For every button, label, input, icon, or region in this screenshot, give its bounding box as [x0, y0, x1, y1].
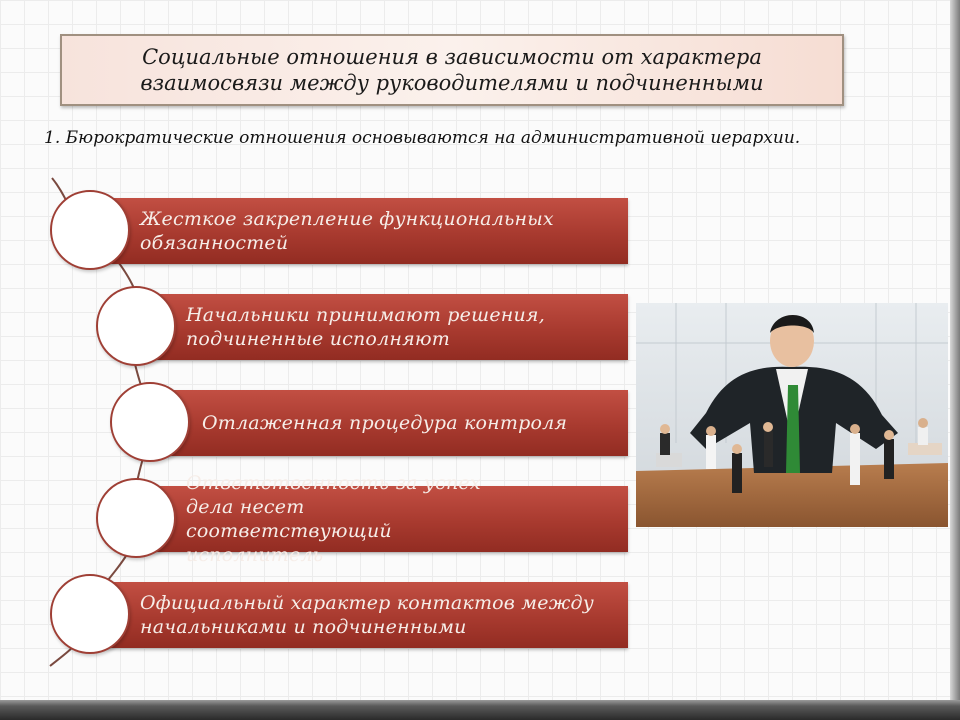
- item-circle-4: [96, 478, 176, 558]
- item-circle-1: [50, 190, 130, 270]
- item-circle-5: [50, 574, 130, 654]
- item-bar-3: [152, 390, 628, 456]
- item-bar-2: [140, 294, 628, 360]
- slide-title: Социальные отношения в зависимости от характера взаимосвязи между руководителями и подчиненными: [140, 45, 764, 95]
- item-bar-1: [92, 198, 628, 264]
- item-label-2: Начальники принимают решения, подчиненные исполняют: [186, 304, 545, 350]
- item-label-3: Отлаженная процедура контроля: [202, 412, 568, 434]
- item-label-1: Жесткое закрепление функциональных обязанностей: [140, 208, 554, 254]
- item-label-4: Ответственность за успех дела несет соответствующий исполнитель: [186, 472, 481, 566]
- item-label-5: Официальный характер контактов между начальниками и подчиненными: [140, 592, 594, 638]
- slide-subtitle: 1. Бюрократические отношения основываются на административной иерархии.: [44, 128, 801, 148]
- businessman-photo: [636, 303, 948, 527]
- item-bar-4: [140, 472, 628, 566]
- item-circle-2: [96, 286, 176, 366]
- item-bar-5: [92, 582, 628, 648]
- item-circle-3: [110, 382, 190, 462]
